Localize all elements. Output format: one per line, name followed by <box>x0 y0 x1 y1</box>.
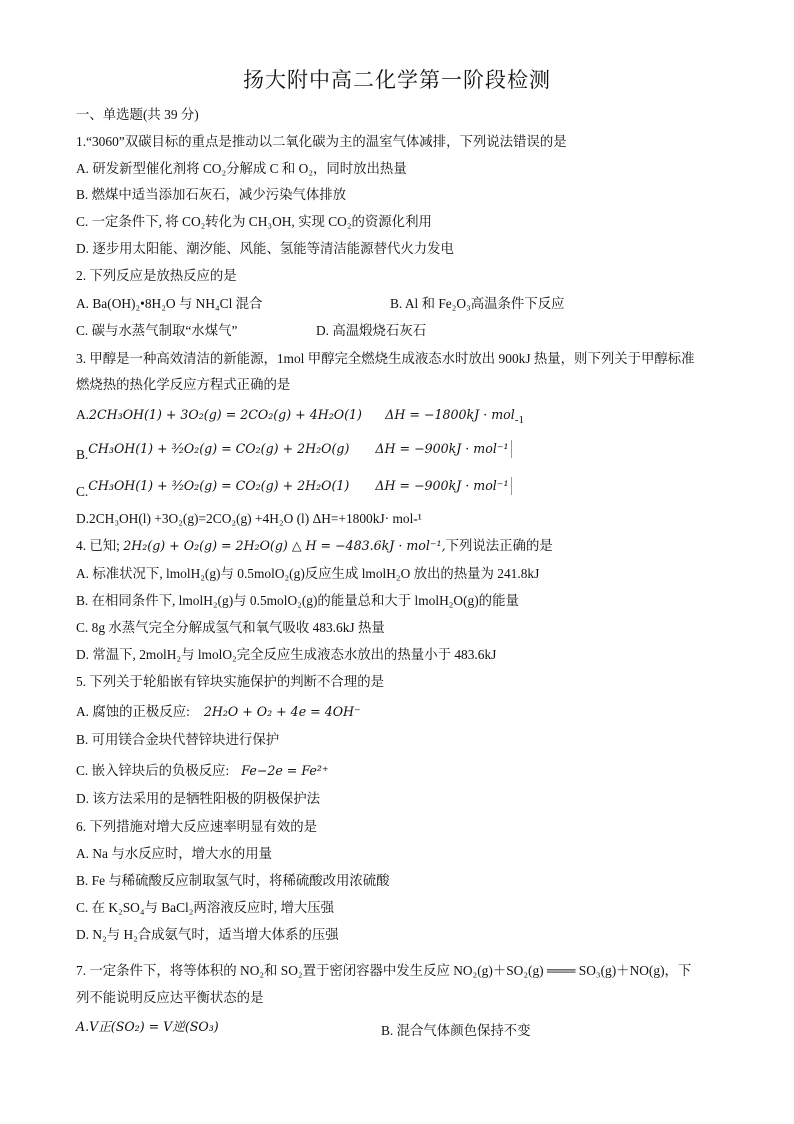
question-3-stem-line2: 燃烧热的热化学反应方程式正确的是 <box>76 377 291 392</box>
question-6-stem: 6. 下列措施对增大反应速率明显有效的是 <box>76 819 318 834</box>
option-label: B. <box>76 447 89 462</box>
question-3-option-b <box>76 440 512 462</box>
question-5-option-d: D. 该方法采用的是牺牲阳极的阴极保护法 <box>76 791 321 806</box>
question-3-option-a <box>76 406 524 425</box>
question-1-option-a: A. 研发新型催化剂将 CO₂分解成 C 和 O₂，同时放出热量 <box>76 161 407 176</box>
question-4-option-d: D. 常温下, 2molH₂与 lmolO₂完全反应生成液态水放出的热量小于 483.6kJ <box>76 647 497 662</box>
question-7-stem-line1: 7. 一定条件下，将等体积的 NO₂和 SO₂置于密闭容器中发生反应 NO₂(g)＋SO₂(g) ═══ SO₃(g)＋NO(g)，下 <box>76 963 692 978</box>
question-2-option-d: D. 高温煅烧石灰石 <box>316 323 427 338</box>
equation-image <box>88 477 511 495</box>
stem-suffix: 下列说法正确的是 <box>445 538 553 553</box>
question-2-option-c: C. 碳与水蒸气制取“水煤气” <box>76 323 238 338</box>
question-6-option-d: D. N₂与 H₂合成氨气时，适当增大体系的压强 <box>76 927 339 942</box>
question-5-option-b: B. 可用镁合金块代替锌块进行保护 <box>76 732 280 747</box>
question-7-stem-line2: 列不能说明反应达平衡状态的是 <box>76 990 264 1005</box>
equation: CH₃OH(1) + ³⁄₂O₂(g) = CO₂(g) + 2H₂O(g) <box>88 441 350 456</box>
option-label: A. <box>76 407 90 422</box>
question-1-stem: 1.“3060”双碳目标的重点是推动以二氧化碳为主的温室气体减排，下列说法错误的是 <box>76 134 567 149</box>
equation: Fe−2e = Fe²⁺ <box>241 763 329 778</box>
enthalpy-tail: -1 <box>514 414 524 426</box>
page-title: 扬大附中高二化学第一阶段检测 <box>243 68 551 92</box>
question-6-option-b: B. Fe 与稀硫酸反应制取氢气时，将稀硫酸改用浓硫酸 <box>76 873 390 888</box>
question-5-option-a <box>76 703 361 721</box>
equation: 2H₂O + O₂ + 4e = 4OH⁻ <box>203 704 361 719</box>
enthalpy: ΔH = −900kJ · mol⁻¹ <box>375 478 509 493</box>
equation: CH₃OH(1) + ³⁄₂O₂(g) = CO₂(g) + 2H₂O(1) <box>88 478 350 493</box>
question-6-option-a: A. Na 与水反应时，增大水的用量 <box>76 846 273 861</box>
question-4-option-c: C. 8g 水蒸气完全分解成氢气和氧气吸收 483.6kJ 热量 <box>76 620 385 635</box>
equation: 2H₂(g) + O₂(g) = 2H₂O(g) △ H = −483.6kJ · mol⁻¹, <box>123 538 446 553</box>
question-2-option-a: A. Ba(OH)₂•8H₂O 与 NH₄Cl 混合 <box>76 296 263 311</box>
question-7-option-b: B. 混合气体颜色保持不变 <box>381 1023 531 1038</box>
option-label: C. 嵌入锌块后的负极反应: <box>76 763 230 778</box>
question-1-option-d: D. 逐步用太阳能、潮汐能、风能、氢能等清洁能源替代火力发电 <box>76 241 454 256</box>
equation: 2CH₃OH(1) + 3O₂(g) = 2CO₂(g) + 4H₂O(1) <box>89 407 362 422</box>
question-3-option-d: D.2CH₃OH(l) +3O₂(g)=2CO₂(g) +4H₂O (l) ΔH=+1800kJ· mol-¹ <box>76 511 422 526</box>
option-label: C. <box>76 484 89 499</box>
question-4-option-a: A. 标准状况下, lmolH₂(g)与 0.5molO₂(g)反应生成 lmolH₂O 放出的热量为 241.8kJ <box>76 566 540 581</box>
enthalpy: ΔH = −900kJ · mol⁻¹ <box>375 441 509 456</box>
question-6-option-c: C. 在 K₂SO₄与 BaCl₂两溶液反应时, 增大压强 <box>76 900 335 915</box>
question-4-stem <box>76 537 553 555</box>
question-3-stem-line1: 3. 甲醇是一种高效清洁的新能源，1mol 甲醇完全燃烧生成液态水时放出 900kJ 热量，则下列关于甲醇标准 <box>76 351 695 366</box>
question-5-option-c <box>76 762 329 780</box>
question-3-option-c <box>76 477 512 499</box>
question-1-option-b: B. 燃煤中适当添加石灰石，减少污染气体排放 <box>76 187 347 202</box>
enthalpy: ΔH = −1800kJ · mol <box>385 407 515 422</box>
question-5-stem: 5. 下列关于轮船嵌有锌块实施保护的判断不合理的是 <box>76 674 384 689</box>
option-label: A. 腐蚀的正极反应: <box>76 704 190 719</box>
equation-image <box>88 440 511 458</box>
stem-prefix: 4. 已知; <box>76 538 124 553</box>
question-4-option-b: B. 在相同条件下, lmolH₂(g)与 0.5molO₂(g)的能量总和大于 lmolH₂O(g)的能量 <box>76 593 519 608</box>
question-2-stem: 2. 下列反应是放热反应的是 <box>76 268 237 283</box>
question-1-option-c: C. 一定条件下, 将 CO₂转化为 CH₃OH, 实现 CO₂的资源化利用 <box>76 214 432 229</box>
question-7-option-a <box>76 1018 219 1036</box>
equation: A.V正(SO₂) = V逆(SO₃) <box>76 1019 219 1034</box>
question-2-option-b: B. Al 和 Fe₂O₃高温条件下反应 <box>390 296 565 311</box>
section-heading: 一、单选题(共 39 分) <box>76 107 199 122</box>
